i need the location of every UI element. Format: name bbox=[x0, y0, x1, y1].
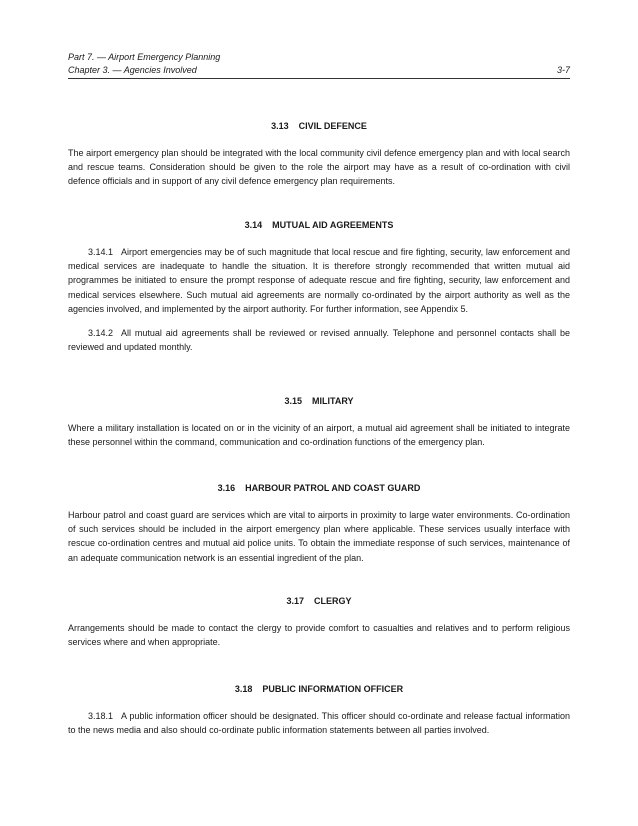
header-chapter-title: Chapter 3. — Agencies Involved bbox=[68, 65, 197, 75]
section-title: PUBLIC INFORMATION OFFICER bbox=[262, 684, 404, 694]
section-heading bbox=[68, 395, 570, 407]
section-title: MILITARY bbox=[312, 396, 354, 406]
section-title: CIVIL DEFENCE bbox=[298, 121, 367, 131]
section-heading bbox=[68, 120, 570, 132]
running-header bbox=[68, 51, 570, 77]
paragraph-text: All mutual aid agreements shall be reviewed or revised annually. Telephone and personnel contacts shall be reviewed and updated monthly. bbox=[68, 328, 570, 353]
section-number: 3.17 bbox=[286, 596, 304, 606]
paragraph: Where a military installation is located on or in the vicinity of an airport, a mutual aid agreement shall be initiated to integrate these personnel within the command, communication and co-ordination functions of the emergency plan. bbox=[68, 423, 570, 448]
section-3-14 bbox=[68, 219, 570, 354]
section-heading bbox=[68, 482, 570, 494]
paragraph: The airport emergency plan should be integrated with the local community civil defence emergency plan and with local search and rescue teams. Consideration should be given to the role the airport may have as a result of co-ordination with civil defence officials and in support of any civil defence emergency plan requirements. bbox=[68, 148, 570, 187]
section-heading bbox=[68, 683, 570, 695]
paragraph-number: 3.14.1 bbox=[88, 247, 114, 257]
section-number: 3.15 bbox=[284, 396, 303, 406]
paragraph-text: A public information officer should be designated. This officer should co-ordinate and release factual information to the news media and also should co-ordinate public information statements between all parties involved. bbox=[68, 711, 570, 736]
paragraph-number: 3.18.1 bbox=[88, 711, 114, 721]
header-chapter-line bbox=[68, 64, 570, 77]
paragraph-number: 3.14.2 bbox=[88, 328, 114, 339]
section-title: MUTUAL AID AGREEMENTS bbox=[272, 220, 394, 230]
section-3-18 bbox=[68, 683, 570, 737]
section-number: 3.16 bbox=[217, 483, 236, 493]
paragraph-3-14-1 bbox=[68, 245, 570, 316]
page-number: 3-7 bbox=[556, 65, 570, 75]
header-divider bbox=[68, 78, 570, 79]
section-3-13 bbox=[68, 120, 570, 189]
section-number: 3.13 bbox=[271, 121, 289, 131]
section-title: CLERGY bbox=[314, 596, 352, 606]
paragraph: Arrangements should be made to contact the clergy to provide comfort to casualties and relatives and to perform religious services where and when appropriate. bbox=[68, 623, 570, 648]
header-part-title: Part 7. — Airport Emergency Planning bbox=[68, 52, 221, 62]
section-3-16 bbox=[68, 482, 570, 565]
section-number: 3.18 bbox=[234, 684, 253, 694]
section-3-15 bbox=[68, 395, 570, 449]
section-3-17 bbox=[68, 595, 570, 649]
section-heading bbox=[68, 219, 570, 231]
paragraph: Harbour patrol and coast guard are services which are vital to airports in proximity to large water environments. Co-ordination of such services should be included in the airport emergency plan where applicable. These services usually interface with rescue co-ordination centres and mutual aid police units. To obtain the immediate response of such services, maintenance of an adequate communication network is an essential ingredient of the plan. bbox=[68, 510, 570, 563]
section-title: HARBOUR PATROL AND COAST GUARD bbox=[245, 483, 421, 493]
section-heading bbox=[68, 595, 570, 607]
paragraph-text: Airport emergencies may be of such magnitude that local rescue and fire fighting, security, law enforcement and medical services are inadequate to handle the situation. It is therefore strongly recommended that written mutual aid programmes be initiated to ensure the prompt response of adequate rescue and fire fighting, security, law enforcement and medical services elsewhere. Such mutual aid agreements are normally co-ordinated by the airport authority as well as the agencies involved, and implemented by the airport authority. For further information, see Appendix 5. bbox=[68, 247, 570, 314]
section-number: 3.14 bbox=[244, 220, 263, 230]
paragraph-3-14-2 bbox=[68, 326, 570, 354]
paragraph-3-18-1 bbox=[68, 709, 570, 737]
